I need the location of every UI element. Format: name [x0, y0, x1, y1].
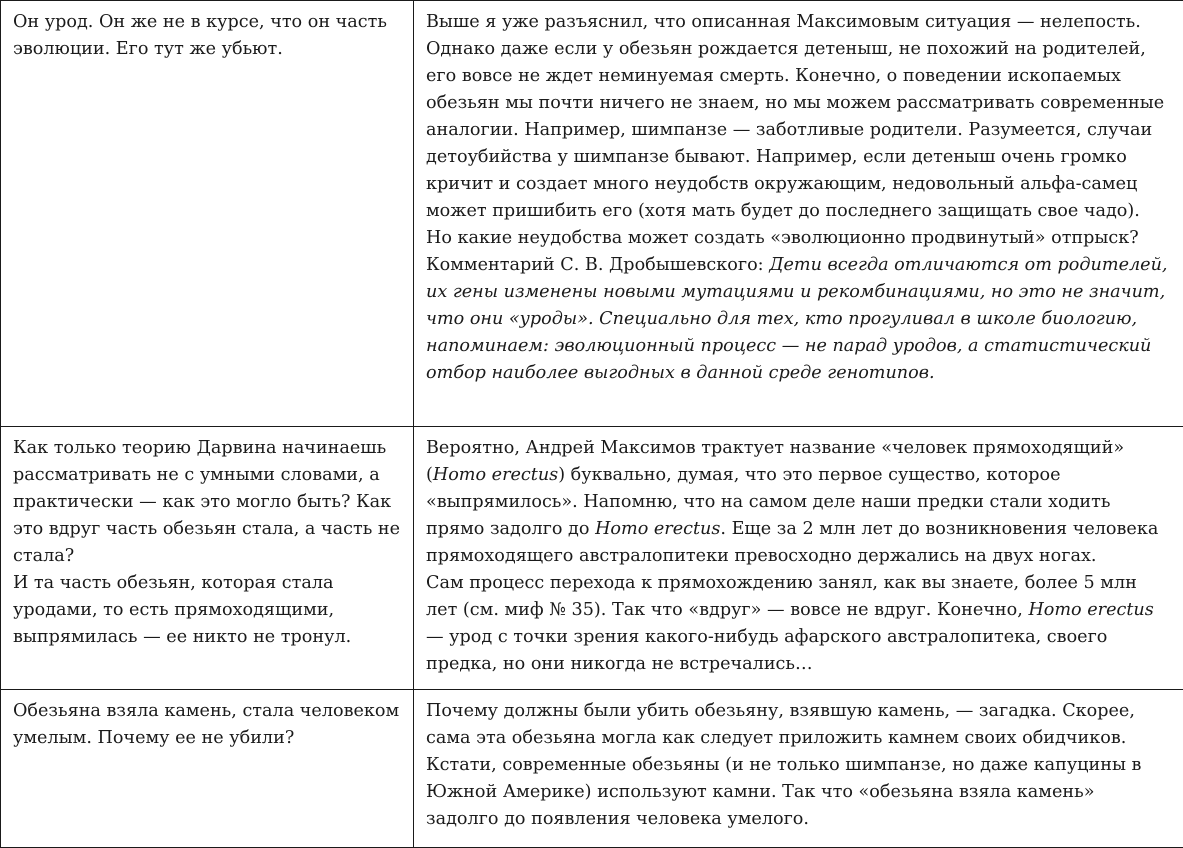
- species-name: Homo erectus: [1028, 600, 1153, 620]
- answer-cell: [414, 427, 1183, 690]
- answer-text-segment: ) буквально, думая, что это первое существо, которое «выпрямилось». Напомню, что на самом деле наши предки стали ходить прямо задолго до: [426, 465, 1110, 539]
- answer-cell: [414, 1, 1183, 427]
- answer-text: Выше я уже разъяснил, что описанная Максимовым ситуация — нелепость. Однако даже если у обезьян рождается детеныш, не похожий на родителей, его вовсе не ждет неминуемая смерть. Конечно, о поведении ископаемых обезьян мы почти ничего не знаем, но мы можем рассматривать современные аналогии. Например, шимпанзе — заботливые родители. Разумеется, случаи детоубийства у шимпанзе бывают. Например, если детеныш очень громко кричит и создает много неудобств окружающим, недовольный альфа-самец может пришибить его (хотя мать будет до последнего защищать свое чадо). Но какие неудобства может создать «эволюционно продвинутый» отпрыск?: [426, 9, 1171, 252]
- species-name: Homo erectus: [595, 519, 720, 539]
- claim-text: Он урод. Он же не в курсе, что он часть эволюции. Его тут же убьют.: [13, 9, 401, 63]
- answer-text-segment: — урод с точки зрения какого-нибудь афарского австралопитека, своего предка, но они никогда не встречались…: [426, 627, 1107, 674]
- claim-cell: [1, 1, 414, 427]
- claim-cell: [1, 427, 414, 690]
- answer-cell: [414, 690, 1183, 848]
- claim-text: Как только теорию Дарвина начинаешь рассматривать не с умными словами, а практически — как это могло быть? Как это вдруг часть обезьян стала, а часть не стала?: [13, 435, 401, 570]
- claim-text: Обезьяна взяла камень, стала человеком умелым. Почему ее не убили?: [13, 698, 401, 752]
- table-row: [1, 690, 1183, 848]
- claim-cell: [1, 690, 414, 848]
- table-row: [1, 427, 1183, 690]
- answer-text: Почему должны были убить обезьяну, взявшую камень, — загадка. Скорее, сама эта обезьяна могла как следует приложить камнем своих обидчиков. Кстати, современные обезьяны (и не только шимпанзе, но даже капуцины в Южной Америке) используют камни. Так что «обезьяна взяла камень» задолго до появления человека умелого.: [426, 698, 1171, 833]
- answer-text-segment: Сам процесс перехода к прямохождению занял, как вы знаете, более 5 млн лет (см. миф № 35). Так что «вдруг» — вовсе не вдруг. Конечно,: [426, 573, 1137, 620]
- answer-paragraph: [426, 570, 1171, 678]
- answer-text-segment: . Еще за 2 млн лет до возникновения человека прямоходящего австралопитеки превосходно держались на двух ногах.: [426, 519, 1158, 566]
- comment-prefix: Комментарий С. В. Дробышевского:: [426, 255, 769, 275]
- table-row: [1, 1, 1183, 427]
- expert-comment: [426, 252, 1171, 387]
- claim-text: И та часть обезьян, которая стала уродами, то есть прямоходящими, выпрямилась — ее никто не тронул.: [13, 570, 401, 651]
- comment-text: Дети всегда отличаются от родителей, их гены изменены новыми мутациями и рекомбинациями, но это не значит, что они «уроды». Специально для тех, кто прогуливал в школе биологию, напоминаем: эволюционный процесс — не парад уродов, а статистический отбор наиболее выгодных в данной среде генотипов.: [426, 255, 1168, 383]
- answer-paragraph: [426, 435, 1171, 570]
- species-name: Homo erectus: [433, 465, 558, 485]
- answer-text-segment: Вероятно, Андрей Максимов трактует название «человек прямоходящий» (: [426, 438, 1124, 485]
